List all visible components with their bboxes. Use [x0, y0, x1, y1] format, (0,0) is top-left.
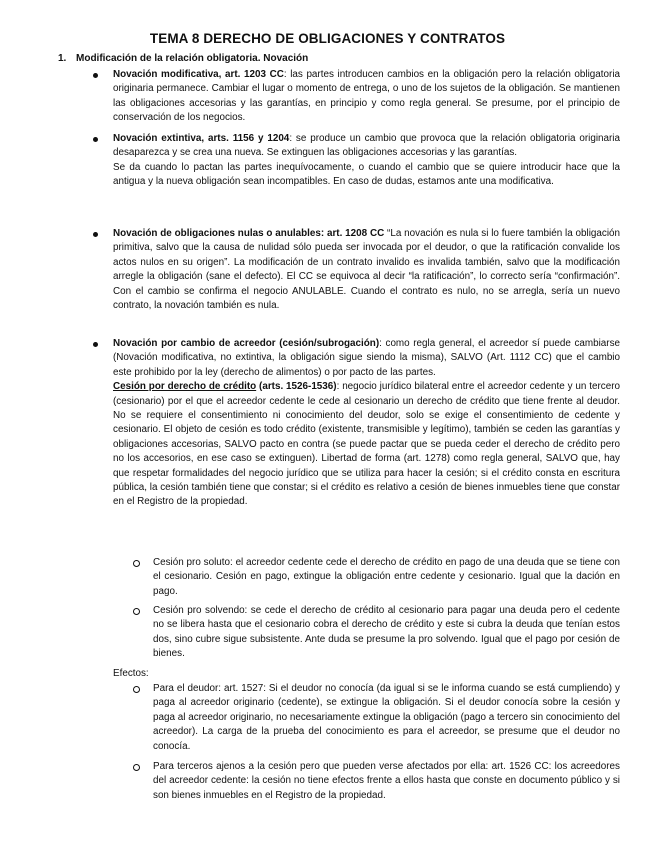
efectos-label: Efectos:: [113, 668, 149, 679]
circle-bullet-icon: [133, 686, 140, 693]
bullet-icon: [93, 137, 98, 142]
circle-bullet-icon: [133, 764, 140, 771]
item-lead: Novación de obligaciones nulas o anulables: art. 1208 CC: [113, 228, 385, 239]
item-extra: Se da cuando lo pactan las partes inequívocamente, o cuando el cambio que se quiere introducir hace que la antigua y la nueva obligación sean incompatibles. En caso de dudas, estamos ante una modificativa.: [113, 161, 620, 188]
circle-bullet-icon: [133, 560, 140, 567]
section-number: 1.: [58, 53, 67, 64]
item-lead: Novación por cambio de acreedor (cesión/subrogación): [113, 338, 380, 349]
item-text: : las partes introducen cambios en la obligación pero la relación obligatoria originaria permanece. Cambiar el lugar o momento de entrega, o uno de los sujetos de la obligación. Se mantienen las obligaciones accesorias y las garantías, en principio y como regla general. Se presume, por el principio de conservación de los negocios.: [113, 69, 620, 124]
list-item: [113, 337, 620, 510]
list-item: [113, 132, 620, 190]
circle-bullet-icon: [133, 608, 140, 615]
section-title: Modificación de la relación obligatoria. Novación: [76, 53, 309, 64]
cesion-text: : negocio jurídico bilateral entre el acreedor cedente y un tercero (cesionario) por el que el acreedor cedente le cede al cesionario un derecho de crédito que tiene frente al deudor. No se requiere el consentimiento ni conocimiento del deudor, solo se exige el consentimiento de cedente y cesionario. El objeto de cesión es todo crédito (existente, transmisible y legítimo), también se ceden las garantías y obligaciones accesorias, SALVO pacto en contra (se puede pactar que se pueda ceder el derecho de crédito pero no los accesorios, en ese caso se extinguen). Libertad de forma (art. 1278) como regla general, SALVO que, hay que respetar formalidades del negocio jurídico que se utiliza para hacer la cesión; si el crédito consta en escritura pública, la cesión también tiene que constar; si el crédito es relativo a cesión de bienes inmuebles tiene que constar en el Registro de la propiedad.: [113, 381, 620, 508]
item-text: “La novación es nula si lo fuere también la obligación primitiva, salvo que la causa de nulidad sólo pueda ser invocada por el deudor, o que la ratificación convalide los actos nulos en su origen”. La modificación de un contrato invalido es invalida también, salvo que la modificación arregle la obligación (sane el defecto). El CC se equivoca al decir “la ratificación”, lo correcto sería “confirmación”. Con el cambio se confirma el negocio ANULABLE. Cuando el contrato es nulo, no se arregla, sería un nuevo contrato, la novación también es nula.: [113, 228, 621, 312]
list-item: [113, 68, 620, 126]
sub-item-text: Cesión pro soluto: el acreedor cedente cede el derecho de crédito en pago de una deuda que se tiene con el cesionario. Cesión en pago, extingue la obligación entre cedente y cesionario. Igual que la dación en pago.: [153, 557, 620, 597]
item-text: : se produce un cambio que provoca que la relación obligatoria originaria desaparezca y se crea una nueva. Se extinguen las obligaciones accesorias y las garantías.: [113, 133, 620, 159]
bullet-icon: [93, 73, 98, 78]
sub-item-text: Para terceros ajenos a la cesión pero que pueden verse afectados por ella: art. 1526 CC: los acreedores del acreedor cedente: la cesión no tiene efectos frente a ellos hasta que conste en documento público y si son bienes inmuebles en el Registro de la propiedad.: [153, 761, 620, 801]
list-item: [113, 227, 620, 313]
cesion-arts: (arts. 1526-1536): [256, 381, 337, 393]
sub-list-item: [153, 760, 620, 803]
item-text: : como regla general, el acreedor sí puede cambiarse (Novación modificativa, no extintiva, la obligación sigue siendo la misma), SALVO (Art. 1112 CC) que el cambio este prohibido por la ley (derecho de alimentos) o por pacto de las partes.: [113, 338, 620, 378]
sub-list-item: [153, 604, 620, 662]
sub-item-text: Cesión pro solvendo: se cede el derecho de crédito al cesionario para pagar una deuda pero el cedente no se libera hasta que el cesionario cobra el derecho de crédito y este si cubra la deuda que tenían estos dos, sino cubre sigue subsistente. Ante duda se presume la pro solvendo. Igual que el pago por cesión de bienes.: [153, 605, 620, 660]
item-lead: Novación extintiva, arts. 1156 y 1204: [113, 133, 290, 144]
section-heading: [58, 52, 308, 66]
cesion-lead: Cesión por derecho de crédito: [113, 381, 257, 393]
bullet-icon: [93, 232, 98, 237]
sub-list-item: [153, 682, 620, 754]
sub-item-text: Para el deudor: art. 1527: Si el deudor no conocía (da igual si se le informa cuando se está cumpliendo) y paga al acreedor originario (cedente), se extingue la obligación. Si el deudor conocía sobre la cesión y paga al acreedor originario, no necesariamente extingue la obligación (pago a tercero sin conocimiento del acreedor). La carga de la prueba del conocimiento es para el acreedor, se presume que el deudor no conocía.: [153, 683, 620, 752]
sub-list-item: [153, 556, 620, 599]
bullet-icon: [93, 342, 98, 347]
item-lead: Novación modificativa, art. 1203 CC: [113, 69, 284, 80]
document-title: TEMA 8 DERECHO DE OBLIGACIONES Y CONTRATOS: [149, 31, 506, 46]
